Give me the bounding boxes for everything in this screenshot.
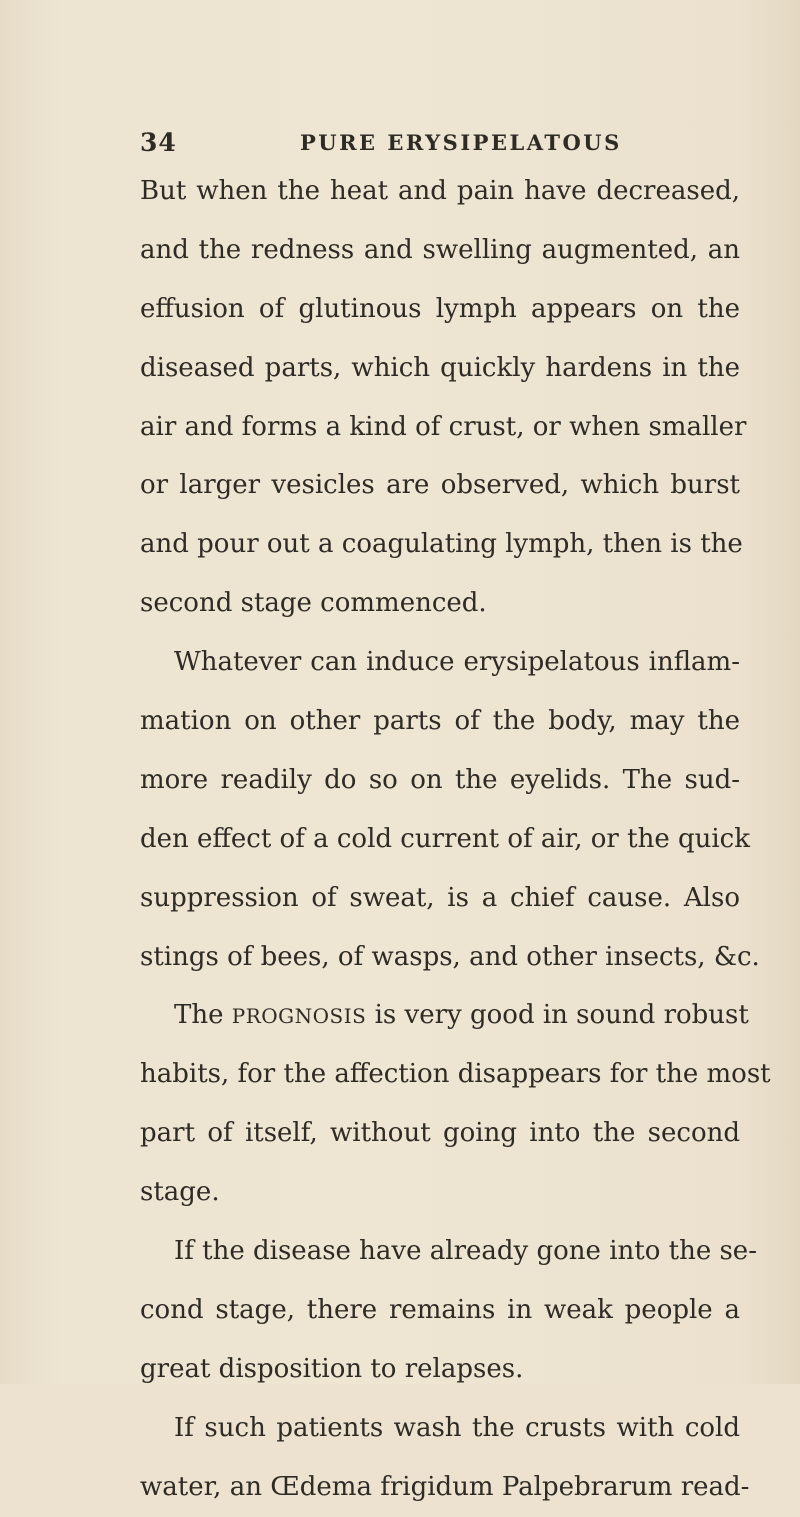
text-line: great disposition to relapses. [140,1353,524,1384]
text-line: effusion of glutinous lymph appears on the [140,293,740,324]
text-line: and pour out a coagulating lymph, then is the [140,529,743,560]
text-line: mation on other parts of the body, may the [140,706,740,737]
text-line: Whatever can induce erysipelatous inflam- [174,647,740,678]
text-line: If such patients wash the crusts with cold [174,1412,740,1443]
text-line: den effect of a cold current of air, or the quick [140,823,750,854]
text-line: diseased parts, which quickly hardens in the [140,352,740,383]
prognosis-rest: is very good in sound robust [374,1000,749,1031]
prognosis-term: PROGNOSIS [231,1004,367,1029]
body-text [140,162,771,1516]
text-line: air and forms a kind of crust, or when smaller [140,411,747,442]
text-line: and the redness and swelling augmented, an [140,234,740,265]
text-line: water, an Œdema frigidum Palpebrarum read- [140,1471,750,1502]
text-line: habits, for the affection disappears for the most [140,1059,771,1090]
text-line: part of itself, without going into the second [140,1118,740,1149]
text-line: second stage commenced. [140,588,487,619]
text-line: suppression of sweat, is a chief cause. Also [140,882,740,913]
text-line: stage. [140,1177,220,1208]
text-line: But when the heat and pain have decreased, [140,176,740,206]
running-head: PURE ERYSIPELATOUS [300,130,622,155]
text-line: or larger vesicles are observed, which burst [140,470,740,501]
text-line: If the disease have already gone into the se- [174,1236,757,1267]
text-line: more readily do so on the eyelids. The sud- [140,764,740,795]
text-line-prognosis [140,986,749,1045]
prognosis-prefix: The [174,1000,224,1031]
text-line: cond stage, there remains in weak people a [140,1294,740,1325]
text-line: stings of bees, of wasps, and other insects, &c. [140,941,760,972]
page-number: 34 [140,128,177,157]
